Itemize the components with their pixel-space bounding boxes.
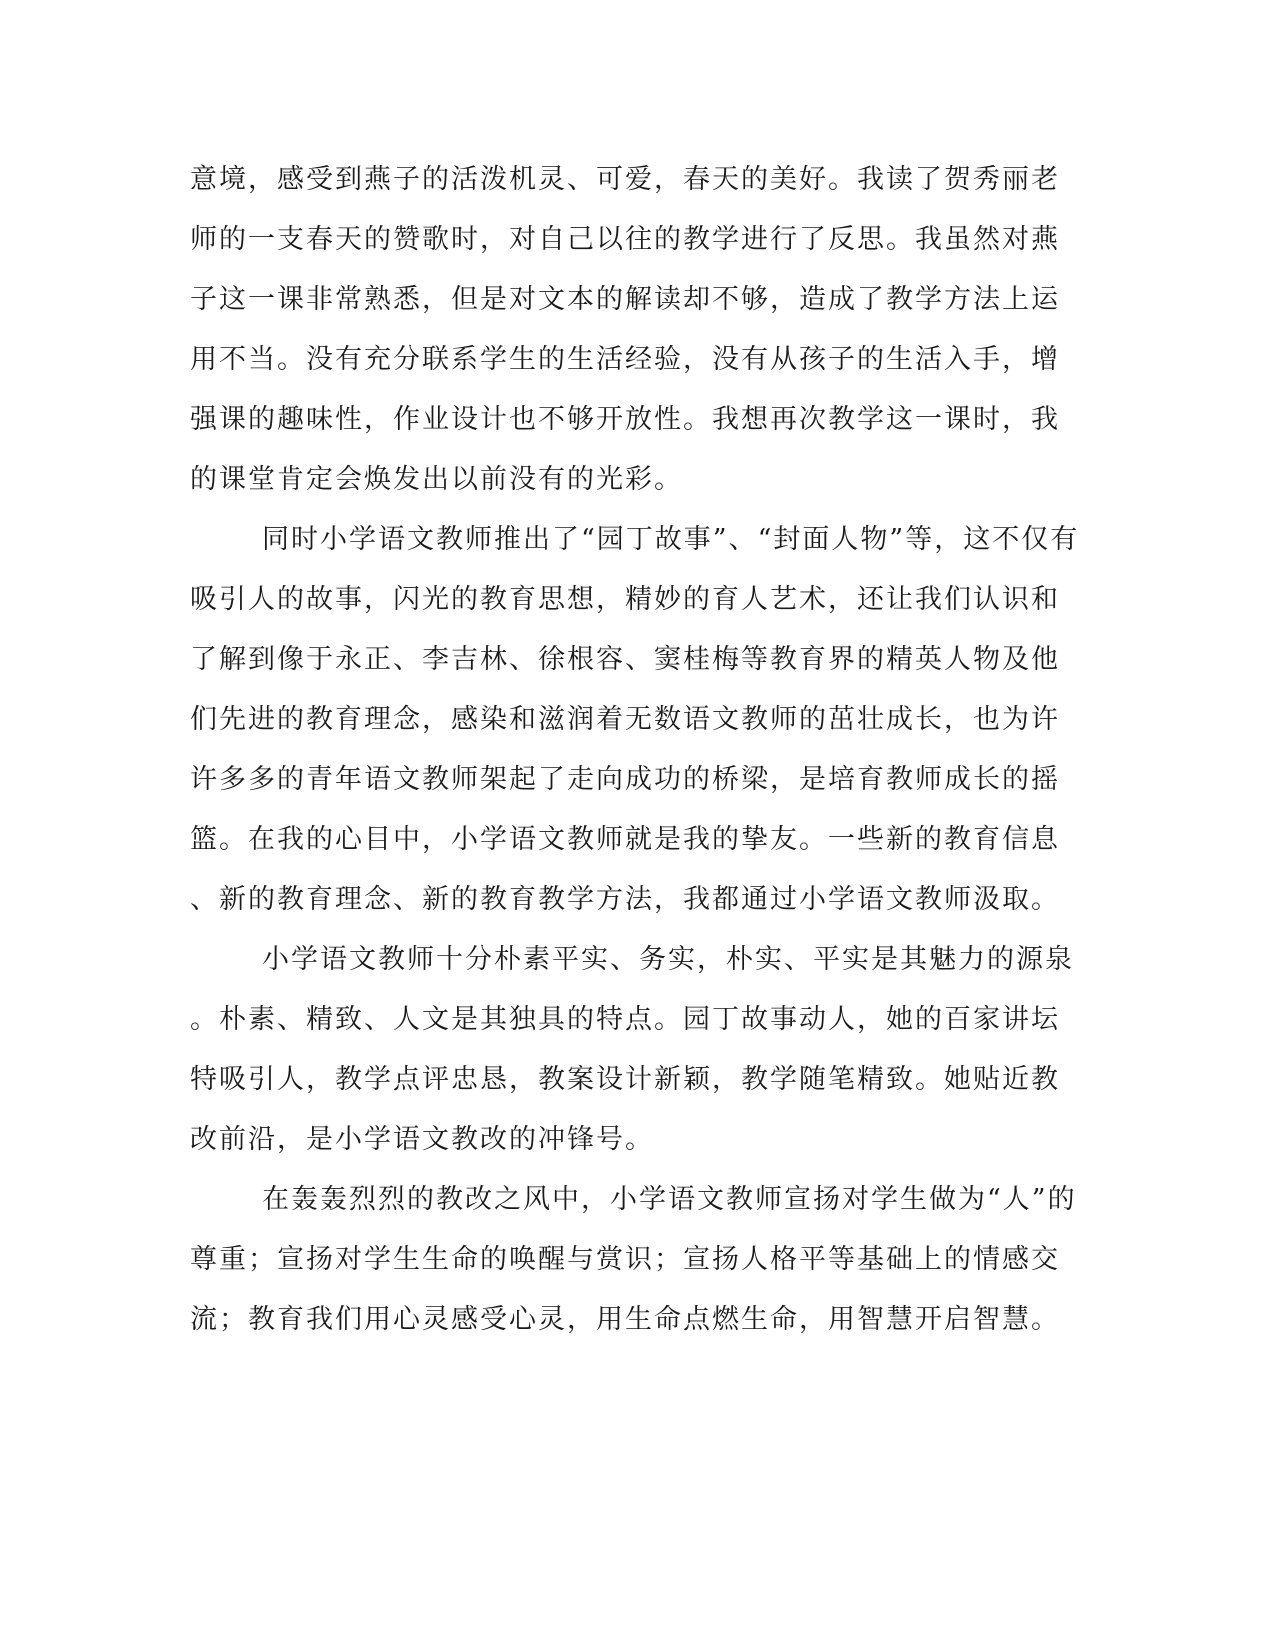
paragraph-line: 尊重；宣扬对学生生命的唤醒与赏识；宣扬人格平等基础上的情感交 [190, 1244, 1060, 1275]
paragraph-line: 特吸引人，教学点评忠恳，教案设计新颖，教学随笔精致。她贴近教 [190, 1064, 1060, 1095]
paragraph-line: 篮。在我的心目中，小学语文教师就是我的挚友。一些新的教育信息 [190, 824, 1060, 855]
paragraph-line: 子这一课非常熟悉，但是对文本的解读却不够，造成了教学方法上运 [190, 284, 1060, 315]
paragraph-line: 师的一支春天的赞歌时，对自己以往的教学进行了反思。我虽然对燕 [190, 224, 1060, 255]
paragraph-line: 用不当。没有充分联系学生的生活经验，没有从孩子的生活入手，增 [190, 344, 1060, 375]
paragraph-line: 许多多的青年语文教师架起了走向成功的桥梁，是培育教师成长的摇 [190, 764, 1060, 795]
paragraph-line: 同时小学语文教师推出了“园丁故事”、“封面人物”等，这不仅有 [262, 524, 1080, 555]
paragraph-line: 强课的趣味性，作业设计也不够开放性。我想再次教学这一课时，我 [190, 404, 1060, 435]
paragraph-line: 小学语文教师十分朴素平实、务实，朴实、平实是其魅力的源泉 [262, 944, 1074, 975]
paragraph-line: 。朴素、精致、人文是其独具的特点。园丁故事动人，她的百家讲坛 [190, 1004, 1060, 1035]
paragraph-line: 了解到像于永正、李吉林、徐根容、窦桂梅等教育界的精英人物及他 [190, 644, 1060, 675]
paragraph-line: 在轰轰烈烈的教改之风中，小学语文教师宣扬对学生做为“人”的 [262, 1184, 1077, 1215]
paragraph-line: 流；教育我们用心灵感受心灵，用生命点燃生命，用智慧开启智慧。 [190, 1304, 1060, 1335]
paragraph-line: 们先进的教育理念，感染和滋润着无数语文教师的茁壮成长，也为许 [190, 704, 1060, 735]
paragraph-line: 、新的教育理念、新的教育教学方法，我都通过小学语文教师汲取。 [190, 884, 1060, 915]
paragraph-line: 改前沿，是小学语文教改的冲锋号。 [190, 1124, 654, 1155]
paragraph-line: 的课堂肯定会焕发出以前没有的光彩。 [190, 464, 683, 495]
paragraph-line: 意境，感受到燕子的活泼机灵、可爱，春天的美好。我读了贺秀丽老 [190, 164, 1060, 195]
paragraph-line: 吸引人的故事，闪光的教育思想，精妙的育人艺术，还让我们认识和 [190, 584, 1060, 615]
